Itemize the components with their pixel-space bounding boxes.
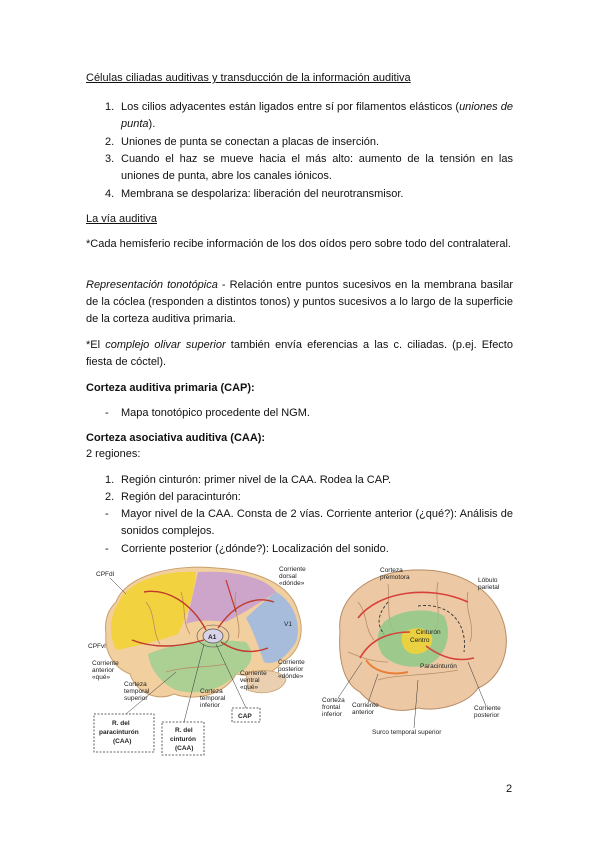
list-number: 1. (105, 101, 115, 113)
list-number: 3. (105, 153, 115, 165)
list-number: 4. (105, 188, 115, 200)
box-para-3: (CAA) (113, 738, 132, 745)
figure-auditory-streams-right (318, 562, 513, 757)
label-dorsal-2: dorsal (279, 573, 297, 580)
box-cint-1: R. del (175, 727, 193, 734)
label-cts-1: Corteza (124, 681, 147, 688)
list-item: Corriente posterior (¿dónde?): Localización del sonido. (121, 543, 389, 555)
term-italic: Representación tonotópica (86, 279, 218, 291)
label-cp-3: «dónde» (278, 673, 304, 680)
paragraph-text: también envía eferencias a las c. ciliadas. (p.ej. Efecto fiesta de cóctel). (86, 339, 513, 368)
list-item: Uniones de punta se conectan a placas de inserción. (121, 136, 380, 148)
label-dorsal-3: «dónde» (279, 580, 305, 587)
page-number: 2 (506, 783, 513, 795)
label-ant-3: «qué» (92, 674, 111, 681)
label-cff-2: frontal (322, 704, 341, 711)
label-cti-2: temporal (200, 695, 226, 702)
list-item: Región del paracinturón: (121, 491, 241, 503)
label-cv-1: Corriente (240, 670, 267, 677)
label-cti-1: Corteza (200, 688, 223, 695)
caa-intro: 2 regiones: (86, 448, 141, 460)
box-para-1: R. del (112, 720, 130, 727)
box-cint-3: (CAA) (175, 745, 194, 752)
a1-label: A1 (208, 634, 217, 641)
term-italic: complejo olivar superior (105, 339, 226, 351)
list-item-text-end: ). (148, 118, 156, 130)
label-centro: Centro (410, 637, 430, 644)
label-cpfdl: CPFdl (96, 571, 115, 578)
section-heading-caa: Corteza asociativa auditiva (CAA): (86, 432, 266, 444)
paragraph-tonotopica (86, 277, 513, 328)
label-ca-2: anterior (352, 709, 375, 716)
section-heading-via: La vía auditiva (86, 213, 157, 225)
label-cpost-1: Corriente (474, 705, 501, 712)
section-heading-ciliadas: Células ciliadas auditivas y transducción de la información auditiva (86, 72, 411, 84)
label-paracinturon: Paracinturón (420, 663, 457, 670)
box-para-2: paracinturón (99, 729, 139, 736)
figure-auditory-streams-left (86, 562, 316, 757)
list-item: Región cinturón: primer nivel de la CAA. Rodea la CAP. (121, 474, 392, 486)
label-lob-1: Lóbulo (478, 577, 498, 584)
paragraph-text: - Relación entre puntos sucesivos en la membrana basilar de la cóclea (responden a distintos tonos) y puntos sucesivos a lo largo de la superficie de la corteza auditiva primaria. (86, 279, 513, 325)
paragraph-text: *El (86, 339, 106, 351)
box-cint-2: cinturón (170, 736, 196, 743)
list-item: Mayor nivel de la CAA. Consta de 2 vías. Corriente anterior (¿qué?): Análisis de sonidos complejos. (121, 508, 513, 537)
label-ant-2: anterior (92, 667, 115, 674)
label-cv-3: «qué» (240, 684, 259, 691)
label-premot-2: premotora (380, 574, 410, 581)
leader-line (110, 578, 126, 594)
label-cp-1: Corriente (278, 659, 305, 666)
list-item: Cuando el haz se mueve hacia el más alto: aumento de la tensión en las uniones de punta, abre los canales iónicos. (121, 153, 513, 182)
label-cff-3: inferior (322, 711, 342, 718)
box-cap-label: CAP (238, 713, 252, 720)
label-cp-2: posterior (278, 666, 304, 673)
list-item-text: Los cilios adyacentes están ligados entre sí por filamentos elásticos ( (121, 101, 460, 113)
dash-marker: - (105, 543, 109, 555)
label-premot-1: Corteza (380, 567, 403, 574)
list-number: 1. (105, 474, 115, 486)
label-lob-2: parietal (478, 584, 500, 591)
list-item (121, 99, 513, 133)
label-cinturon: Cinturón (416, 629, 441, 636)
list-number: 2. (105, 491, 115, 503)
list-item: Mapa tonotópico procedente del NGM. (121, 407, 310, 419)
section-heading-cap: Corteza auditiva primaria (CAP): (86, 382, 255, 394)
label-cts-2: temporal (124, 688, 150, 695)
label-ant-1: Corriente (92, 660, 119, 667)
list-item-italic: uniones de punta (121, 101, 514, 130)
label-cpfvl: CPFvl (88, 643, 106, 650)
label-cv-2: ventral (240, 677, 260, 684)
label-cpost-2: posterior (474, 712, 500, 719)
label-v1: V1 (284, 621, 292, 628)
label-surco: Surco temporal superior (372, 729, 442, 736)
label-cff-1: Corteza (322, 697, 345, 704)
dash-marker: - (105, 407, 109, 419)
label-dorsal-1: Corriente (279, 566, 306, 573)
list-item: Membrana se despolariza: liberación del neurotransmisor. (121, 188, 404, 200)
paragraph-olivar (86, 337, 513, 371)
list-number: 2. (105, 136, 115, 148)
label-cti-3: inferior (200, 702, 220, 709)
label-cts-3: superior (124, 695, 148, 702)
paragraph-hemisferio: *Cada hemisferio recibe información de los dos oídos pero sobre todo del contralateral. (86, 238, 511, 250)
dash-marker: - (105, 508, 109, 520)
label-ca-1: Corriente (352, 702, 379, 709)
